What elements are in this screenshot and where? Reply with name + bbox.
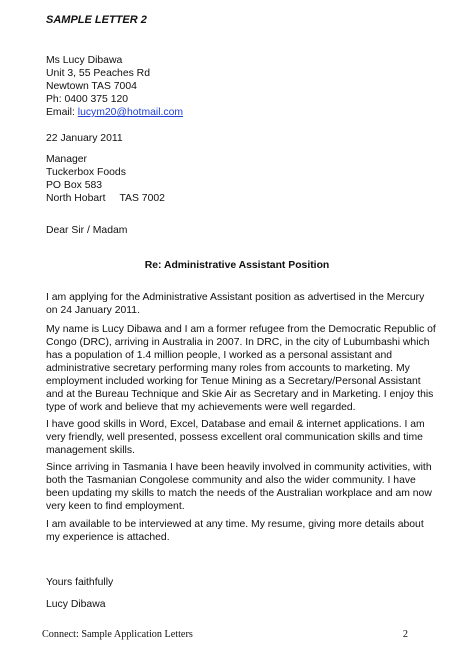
paragraph-5	[46, 518, 450, 544]
paragraph-3	[46, 418, 450, 457]
page-footer	[42, 628, 408, 641]
paragraph-line: and at the Bureau Technique and Skie Air as Secretary and in Marketing. I enjoy this	[46, 389, 434, 400]
paragraph-line: very keen to find employment.	[46, 501, 185, 512]
paragraph-line: Since arriving in Tasmania I have been heavily involved in community activities, with	[46, 462, 432, 473]
letter-date: 22 January 2011	[46, 133, 123, 144]
sender-name: Ms Lucy Dibawa	[46, 55, 123, 66]
paragraph-line: I am applying for the Administrative Assistant position as advertised in the Mercury	[46, 292, 425, 303]
paragraph-1	[46, 291, 450, 317]
paragraph-line: My name is Lucy Dibawa and I am a former refugee from the Democratic Republic of	[46, 324, 436, 335]
paragraph-4	[46, 461, 450, 513]
sender-phone: Ph: 0400 375 120	[46, 94, 129, 105]
email-link[interactable]: lucym20@hotmail.com	[77, 107, 184, 118]
recipient-suburb-row	[46, 192, 450, 205]
sender-email-row	[46, 106, 450, 119]
paragraph-line: I am available to be interviewed at any time. My resume, giving more details about	[46, 519, 424, 530]
paragraph-line: employment included working for Tenue Mining as a Secretary/Personal Assistant	[46, 376, 421, 387]
paragraph-line: on 24 January 2011.	[46, 305, 140, 316]
paragraph-line: very friendly, well presented, possess excellent oral communication skills and time	[46, 432, 423, 443]
sender-address-line-2: Newtown TAS 7004	[46, 81, 137, 92]
paragraph-line: both the Tasmanian Congolese community and also the wider community. I have	[46, 475, 416, 486]
footer-text: Connect: Sample Application Letters	[42, 629, 193, 640]
paragraph-line: management skills.	[46, 445, 135, 456]
sender-address-line-1: Unit 3, 55 Peaches Rd	[46, 68, 150, 79]
salutation: Dear Sir / Madam	[46, 225, 128, 236]
paragraph-line: my experience is attached.	[46, 532, 170, 543]
closing: Yours faithfully	[46, 577, 114, 588]
paragraph-line: has a population of 1.4 million people, I worked as a personal assistant and	[46, 350, 392, 361]
paragraph-line: Congo (DRC), arriving in Australia in 2007. In DRC, in the city of Lubumbashi which	[46, 337, 430, 348]
letter-heading: SAMPLE LETTER 2	[46, 14, 147, 26]
recipient-address	[46, 153, 450, 205]
recipient-title: Manager	[46, 154, 88, 165]
paragraph-line: been updating my skills to match the needs of the Australian workplace and am now	[46, 488, 432, 499]
sender-address	[46, 54, 450, 119]
paragraph-line: type of work and believe that my achievements were well regarded.	[46, 402, 356, 413]
paragraph-line: I have good skills in Word, Excel, Database and email & internet applications. I am	[46, 419, 425, 430]
subject-line: Re: Administrative Assistant Position	[144, 260, 330, 271]
page-number: 2	[402, 629, 408, 640]
recipient-suburb: North Hobart	[46, 193, 106, 204]
recipient-company: Tuckerbox Foods	[46, 167, 126, 178]
email-label: Email:	[46, 107, 78, 118]
recipient-state-postcode: TAS 7002	[119, 193, 165, 204]
paragraph-line: administrative secretary performing many roles from accounts to marketing. My	[46, 363, 410, 374]
signature-name: Lucy Dibawa	[46, 599, 106, 610]
recipient-po-box: PO Box 583	[46, 180, 103, 191]
paragraph-2	[46, 323, 450, 414]
